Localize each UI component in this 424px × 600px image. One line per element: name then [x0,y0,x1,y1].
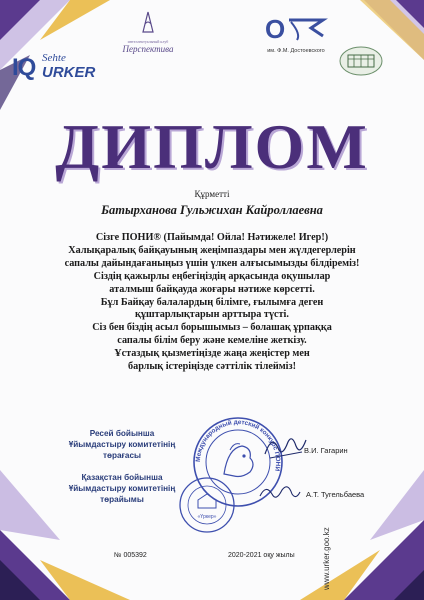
body-line: Сіз бен біздің асыл борышымыз – болашақ ұрпаққа [92,322,332,334]
body-line: құштарлықтарын арттыра түсті. [135,309,289,321]
label-line: Ресей бойынша [89,429,155,438]
body-line: Сізге ПОНИ® (Пайымда! Ойла! Нәтижеле! Игер!) [95,232,329,243]
perspektiva-logo [108,10,188,54]
omsk-university-emblem-icon [261,16,331,42]
urker-logo [12,52,104,86]
body-line: Ұстаздық қызметіңізде жаңа жеңістер мен [114,348,310,360]
academic-year: 2020-2021 оқу жылы [228,552,295,559]
stamp2-text: «Үркер» [197,514,217,520]
body-line: Бұл Байқау балалардың білімге, ғылымға деген [100,296,324,308]
diploma-title: ДИПЛОМ [55,111,369,182]
signature-tugelbaeva [258,480,302,504]
logo-perspektiva-text: Перспектива [122,44,174,54]
recipient-name: Батырханова Гульжихан Кайроллаевна [101,203,323,217]
book-icon [139,10,157,34]
body-line: аталмыш байқауда жоғары нәтиже көрсетті. [109,283,315,295]
label-line: төрағасы [102,451,142,460]
honorific: Құрметті [194,189,230,199]
label-line: Ұйымдастыру комитетінің [68,484,176,493]
label-line: Қазақстан бойынша [81,473,163,482]
urker-stamp [178,476,236,534]
russia-chair-name: В.И. Гагарин [304,446,348,455]
body-line: сапалы білім беру және кемеліне жеткізу. [117,335,307,347]
dostoevsky-caption: им. Ф.М. Достоевского [267,48,325,54]
label-line: Ұйымдастыру комитетінің [68,440,176,449]
body-line: Халықаралық байқауының жеңімпаздары мен жүлдегерлерін [68,244,356,256]
russia-chair-label [62,428,182,461]
svg-text:О: О [265,16,286,42]
dostoevsky-logo [258,16,334,54]
body-line: барлық істеріңізде сәттілік тілейміз! [128,361,296,373]
kazakhstan-chair-label [62,472,182,505]
diploma-number: № 005392 [114,552,147,559]
label-line: төрайымы [100,495,144,504]
logo-iq-text: IQ [12,54,36,81]
building-icon [338,45,384,77]
body-line: сапалы дайындағаныңыз үшін үлкен алғысымызды білдіреміз! [64,257,360,269]
diploma-body [40,232,384,374]
kazakhstan-chair-name: А.Т. Тугельбаева [306,490,365,499]
body-line: Сіздің қажырлы еңбегіңіздің арқасында оқушылар [93,270,331,282]
logo-perspektiva-small: интеллектуальный клуб [127,39,169,44]
website-url: www.urker.goo.kz [322,527,331,590]
signature-gagarin [262,430,308,462]
logo-sehte-text: Sehte [42,52,66,64]
logo-urker-text: URKER [42,64,96,81]
stamp-text: Международный детский конкурс ПОНИ [194,418,282,472]
